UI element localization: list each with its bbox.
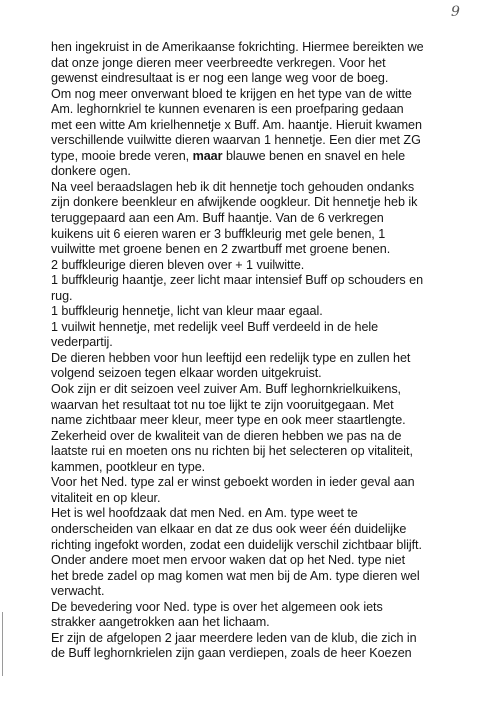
text-line: Ook zijn er dit seizoen veel zuiver Am. Buff leghornkrielkuikens, — [51, 382, 402, 397]
bold-word: maar — [192, 148, 223, 163]
text-line: 1 buffkleurig hennetje, licht van kleur maar egaal. — [51, 304, 323, 319]
text-line: dat onze jonge dieren meer veerbreedte verkregen. Voor het — [51, 55, 386, 70]
text-line: Er zijn de afgelopen 2 jaar meerdere leden van de klub, die zich in — [51, 630, 417, 645]
text-segment: type, mooie brede veren, — [51, 148, 190, 163]
text-line: vuilwitte met groene benen en 2 zwartbuff met groene benen. — [51, 242, 391, 257]
text-line: Onder andere moet men ervoor waken dat op het Ned. type niet — [51, 553, 406, 568]
text-line: 1 vuilwit hennetje, met redelijk veel Buff verdeeld in de hele — [51, 319, 379, 334]
text-line: kuikens uit 6 eieren waren er 3 buffkleurig met gele benen, 1 — [51, 226, 386, 241]
text-line: donkere ogen. — [51, 164, 131, 179]
text-line: Am. leghornkriel te kunnen evenaren is een proefparing gedaan — [51, 102, 404, 117]
text-line: vederpartij. — [51, 335, 113, 350]
text-line: Om nog meer onverwant bloed te krijgen en het type van de witte — [51, 86, 412, 101]
text-line: zijn donkere beenkleur en afwijkende oogkleur. Dit hennetje heb ik — [51, 195, 418, 210]
text-line: de Buff leghornkrielen zijn gaan verdiepen, zoals de heer Koezen — [51, 646, 412, 661]
text-line: verschillende vuilwitte dieren waarvan 1 hennetje. Een dier met ZG — [51, 133, 421, 148]
text-line: richting ingefokt worden, zodat een duidelijk verschil zichtbaar blijft. — [51, 537, 422, 552]
text-line: kammen, pootkleur en type. — [51, 459, 206, 474]
text-line: laatste rui en moeten ons nu richten bij het selecteren op vitaliteit, — [51, 444, 413, 459]
text-line: volgend seizoen tegen elkaar worden uitgekruist. — [51, 366, 322, 381]
text-line: waarvan het resultaat tot nu toe lijkt te zijn vooruitgegaan. Met — [51, 397, 394, 412]
text-line: onderscheiden van elkaar en dat ze dus ook weer één duidelijke — [51, 521, 407, 536]
text-line: met een witte Am krielhennetje x Buff. Am. haantje. Hieruit kwamen — [51, 117, 422, 132]
text-line: strakker aangetrokken aan het lichaam. — [51, 615, 270, 630]
text-line: Het is wel hoofdzaak dat men Ned. en Am. type weet te — [51, 506, 358, 521]
text-line: vitaliteit en op kleur. — [51, 490, 161, 505]
text-line: verwacht. — [51, 584, 105, 599]
text-line: 1 buffkleurig haantje, zeer licht maar intensief Buff op schouders en — [51, 273, 424, 288]
body-text — [51, 40, 461, 662]
text-line: hen ingekruist in de Amerikaanse fokrichting. Hiermee bereikten we — [51, 40, 424, 54]
text-line: Zekerheid over de kwaliteit van de dieren hebben we pas na de — [51, 428, 402, 443]
text-line: name zichtbaar meer kleur, meer type en ook meer staartlengte. — [51, 413, 406, 428]
text-line: het brede zadel op mag komen wat men bij de Am. type dieren wel — [51, 568, 420, 583]
page-number: 9 — [451, 4, 460, 20]
text-line: rug. — [51, 288, 73, 303]
text-line: Voor het Ned. type zal er winst geboekt worden in ieder geval aan — [51, 475, 415, 490]
text-segment: blauwe benen en snavel en hele — [222, 148, 406, 163]
text-line: De dieren hebben voor hun leeftijd een redelijk type en zullen het — [51, 350, 411, 365]
text-line: gewenst eindresultaat is er nog een lange weg voor de boeg. — [51, 71, 389, 86]
text-line: 2 buffkleurige dieren bleven over + 1 vuilwitte. — [51, 257, 305, 272]
text-line: teruggepaard aan een Am. Buff haantje. Van de 6 verkregen — [51, 211, 384, 226]
text-line-mixed — [51, 149, 461, 165]
text-line: De bevedering voor Ned. type is over het algemeen ook iets — [51, 599, 383, 614]
scan-edge-mark — [2, 612, 3, 676]
text-line: Na veel beraadslagen heb ik dit hennetje toch gehouden ondanks — [51, 179, 415, 194]
